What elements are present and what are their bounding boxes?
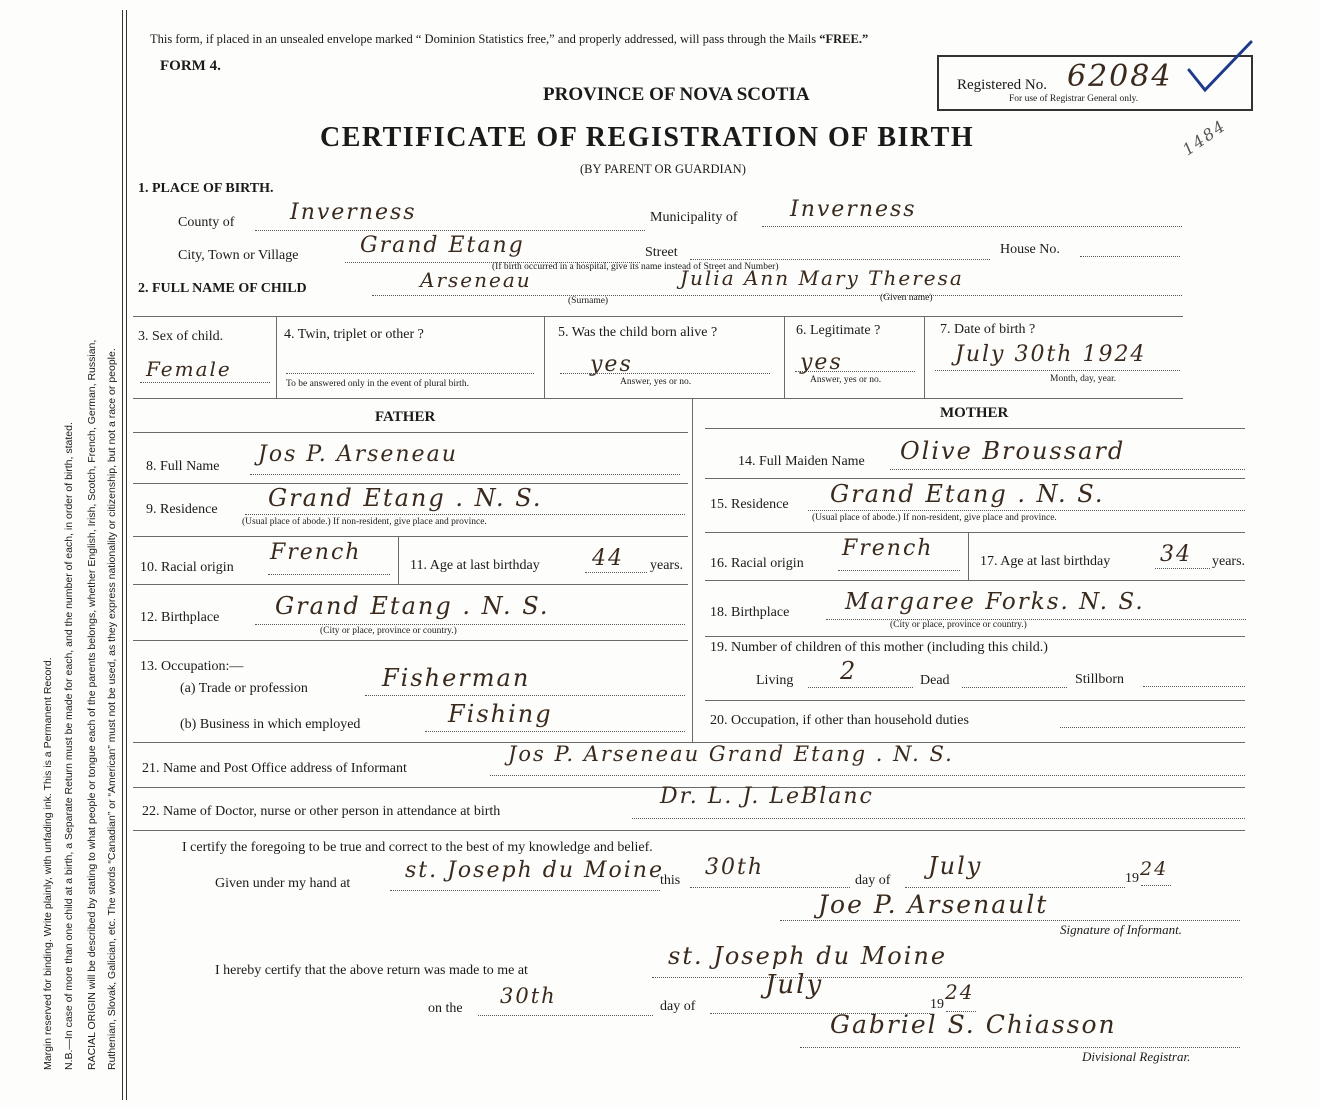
mother-residence-note: (Usual place of abode.) If non-resident, give place and province. bbox=[812, 513, 1057, 523]
hospital-note: (If birth occurred in a hospital, give its name instead of Street and Number) bbox=[492, 262, 779, 272]
mother-age: 34 bbox=[1160, 542, 1192, 567]
municipality-value: Inverness bbox=[790, 197, 917, 222]
dead-label: Dead bbox=[920, 673, 950, 688]
mother-birthplace-note: (City or place, province or country.) bbox=[890, 620, 1027, 630]
father-race-label: 10. Racial origin bbox=[140, 560, 234, 575]
municipality-label: Municipality of bbox=[650, 210, 738, 225]
dob-note: Month, day, year. bbox=[1050, 374, 1117, 384]
child-given-name: Julia Ann Mary Theresa bbox=[680, 266, 964, 290]
father-residence-note: (Usual place of abode.) If non-resident, give place and province. bbox=[242, 517, 487, 527]
return-label: I hereby certify that the above return was made to me at bbox=[215, 963, 528, 978]
doctor-value: Dr. L. J. LeBlanc bbox=[660, 784, 874, 809]
margin-rule-inner bbox=[126, 10, 127, 1100]
county-label: County of bbox=[178, 215, 235, 230]
given-under-label: Given under my hand at bbox=[215, 876, 351, 891]
house-label: House No. bbox=[1000, 242, 1060, 257]
registered-label: Registered No. bbox=[957, 77, 1047, 93]
return-month: July bbox=[765, 970, 824, 1000]
mother-name-label: 14. Full Maiden Name bbox=[738, 454, 865, 469]
mother-residence-label: 15. Residence bbox=[710, 497, 789, 512]
mother-heading: MOTHER bbox=[940, 405, 1009, 421]
city-label: City, Town or Village bbox=[178, 248, 299, 263]
margin-nb-note: N.B.—In case of more than one child at a birth, a Separate Return must be made for each, and the number of each, in order of birth, stated. bbox=[63, 422, 75, 1070]
year-prefix-2: 19 bbox=[930, 997, 944, 1012]
mother-children-label: 19. Number of children of this mother (including this child.) bbox=[710, 640, 1048, 655]
mail-notice: This form, if placed in an unsealed envelope marked “ Dominion Statistics free,” and properly addressed, will pass through the Mails “FREE.” bbox=[150, 32, 869, 46]
check-mark-icon bbox=[1185, 38, 1255, 98]
corner-stamp: 1484 bbox=[1178, 115, 1230, 160]
given-day: 30th bbox=[705, 855, 765, 880]
margin-binding-note: Margin reserved for binding. Write plainly, with unfading ink. This is a Permanent Record. bbox=[42, 657, 54, 1070]
business-label: (b) Business in which employed bbox=[180, 717, 361, 732]
alive-label: 5. Was the child born alive ? bbox=[558, 325, 718, 340]
legitimate-value: yes bbox=[800, 350, 843, 375]
twin-label: 4. Twin, triplet or other ? bbox=[284, 327, 424, 342]
father-residence-label: 9. Residence bbox=[146, 502, 218, 517]
street-label: Street bbox=[645, 245, 678, 260]
father-birthplace-note: (City or place, province or country.) bbox=[320, 626, 457, 636]
margin-racial-note: RACIAL ORIGIN will be described by stating to what people or tongue each of the parents belongs, whether English, Irish, Scotch, French, German, Russian, bbox=[86, 339, 98, 1070]
father-occupation-label: 13. Occupation:— bbox=[140, 659, 244, 674]
mother-race: French bbox=[842, 536, 934, 561]
father-name-label: 8. Full Name bbox=[146, 459, 220, 474]
twin-note: To be answered only in the event of plural birth. bbox=[286, 379, 469, 389]
legitimate-note: Answer, yes or no. bbox=[810, 375, 882, 385]
dob-label: 7. Date of birth ? bbox=[940, 322, 1036, 337]
father-age-label: 11. Age at last birthday bbox=[410, 558, 540, 573]
informant-value: Jos P. Arseneau Grand Etang . N. S. bbox=[508, 742, 954, 766]
county-value: Inverness bbox=[290, 200, 417, 225]
place-heading: 1. PLACE OF BIRTH. bbox=[138, 181, 274, 196]
mother-years: years. bbox=[1212, 554, 1246, 569]
father-name: Jos P. Arseneau bbox=[258, 442, 458, 467]
given-place: st. Joseph du Moine bbox=[405, 858, 664, 883]
province-heading: PROVINCE OF NOVA SCOTIA bbox=[543, 84, 810, 105]
trade-label: (a) Trade or profession bbox=[180, 681, 308, 696]
registered-number: 62084 bbox=[1067, 59, 1173, 94]
living-value: 2 bbox=[840, 657, 858, 685]
mother-birthplace-label: 18. Birthplace bbox=[710, 605, 790, 620]
margin-rule bbox=[122, 10, 123, 1100]
alive-note: Answer, yes or no. bbox=[620, 377, 692, 387]
year-suffix-2: 24 bbox=[945, 980, 975, 1004]
certify-statement: I certify the foregoing to be true and correct to the best of my knowledge and belief. bbox=[182, 840, 653, 855]
sex-value: Female bbox=[146, 357, 232, 381]
mother-residence: Grand Etang . N. S. bbox=[830, 480, 1105, 508]
legitimate-label: 6. Legitimate ? bbox=[796, 323, 881, 338]
informant-signature: Joe P. Arsenault bbox=[818, 890, 1049, 919]
business-value: Fishing bbox=[448, 700, 553, 728]
father-birthplace-label: 12. Birthplace bbox=[140, 610, 220, 625]
dob-value: July 30th 1924 bbox=[955, 342, 1147, 367]
mother-birthplace: Margaree Forks. N. S. bbox=[845, 589, 1145, 615]
on-the-label: on the bbox=[428, 1001, 463, 1016]
given-name-note: (Given name) bbox=[880, 293, 933, 303]
mother-race-label: 16. Racial origin bbox=[710, 556, 804, 571]
mother-age-label: 17. Age at last birthday bbox=[980, 554, 1111, 569]
this-label: this bbox=[660, 873, 681, 888]
margin-racial-note-2: Ruthenian, Slovak, Galician, etc. The words “Canadian” or “American” must not be used, as they express nationality or citizenship, but not a race or people. bbox=[106, 348, 118, 1070]
informant-label: 21. Name and Post Office address of Informant bbox=[142, 761, 407, 776]
day-of-label-2: day of bbox=[660, 999, 696, 1014]
father-years: years. bbox=[650, 558, 684, 573]
year-prefix: 19 bbox=[1125, 871, 1139, 886]
given-month: July bbox=[928, 852, 983, 880]
mother-name: Olive Broussard bbox=[900, 437, 1126, 465]
surname-note: (Surname) bbox=[568, 296, 609, 306]
father-birthplace: Grand Etang . N. S. bbox=[275, 592, 550, 620]
living-label: Living bbox=[756, 673, 794, 688]
page-title: CERTIFICATE OF REGISTRATION OF BIRTH bbox=[320, 122, 975, 153]
alive-value: yes bbox=[590, 352, 633, 377]
registrar-label: Divisional Registrar. bbox=[1082, 1049, 1191, 1064]
child-surname: Arseneau bbox=[420, 268, 532, 292]
day-of-label: day of bbox=[855, 873, 891, 888]
sex-label: 3. Sex of child. bbox=[138, 329, 224, 344]
father-race: French bbox=[270, 540, 362, 565]
doctor-label: 22. Name of Doctor, nurse or other person in attendance at birth bbox=[142, 804, 501, 819]
father-heading: FATHER bbox=[375, 409, 436, 425]
page-subtitle: (BY PARENT OR GUARDIAN) bbox=[580, 162, 746, 176]
registered-note: For use of Registrar General only. bbox=[1009, 94, 1139, 104]
trade-value: Fisherman bbox=[382, 664, 531, 692]
father-age: 44 bbox=[592, 546, 624, 571]
informant-signature-label: Signature of Informant. bbox=[1060, 922, 1182, 937]
father-residence: Grand Etang . N. S. bbox=[268, 484, 543, 512]
year-suffix: 24 bbox=[1140, 858, 1169, 880]
return-day: 30th bbox=[500, 984, 557, 1008]
mother-occupation-label: 20. Occupation, if other than household duties bbox=[710, 713, 969, 728]
form-number: FORM 4. bbox=[160, 58, 221, 74]
stillborn-label: Stillborn bbox=[1075, 672, 1125, 687]
child-name-label: 2. FULL NAME OF CHILD bbox=[138, 281, 307, 296]
city-value: Grand Etang bbox=[360, 233, 525, 258]
return-place: st. Joseph du Moine bbox=[668, 942, 948, 970]
registrar-signature: Gabriel S. Chiasson bbox=[830, 1010, 1117, 1039]
